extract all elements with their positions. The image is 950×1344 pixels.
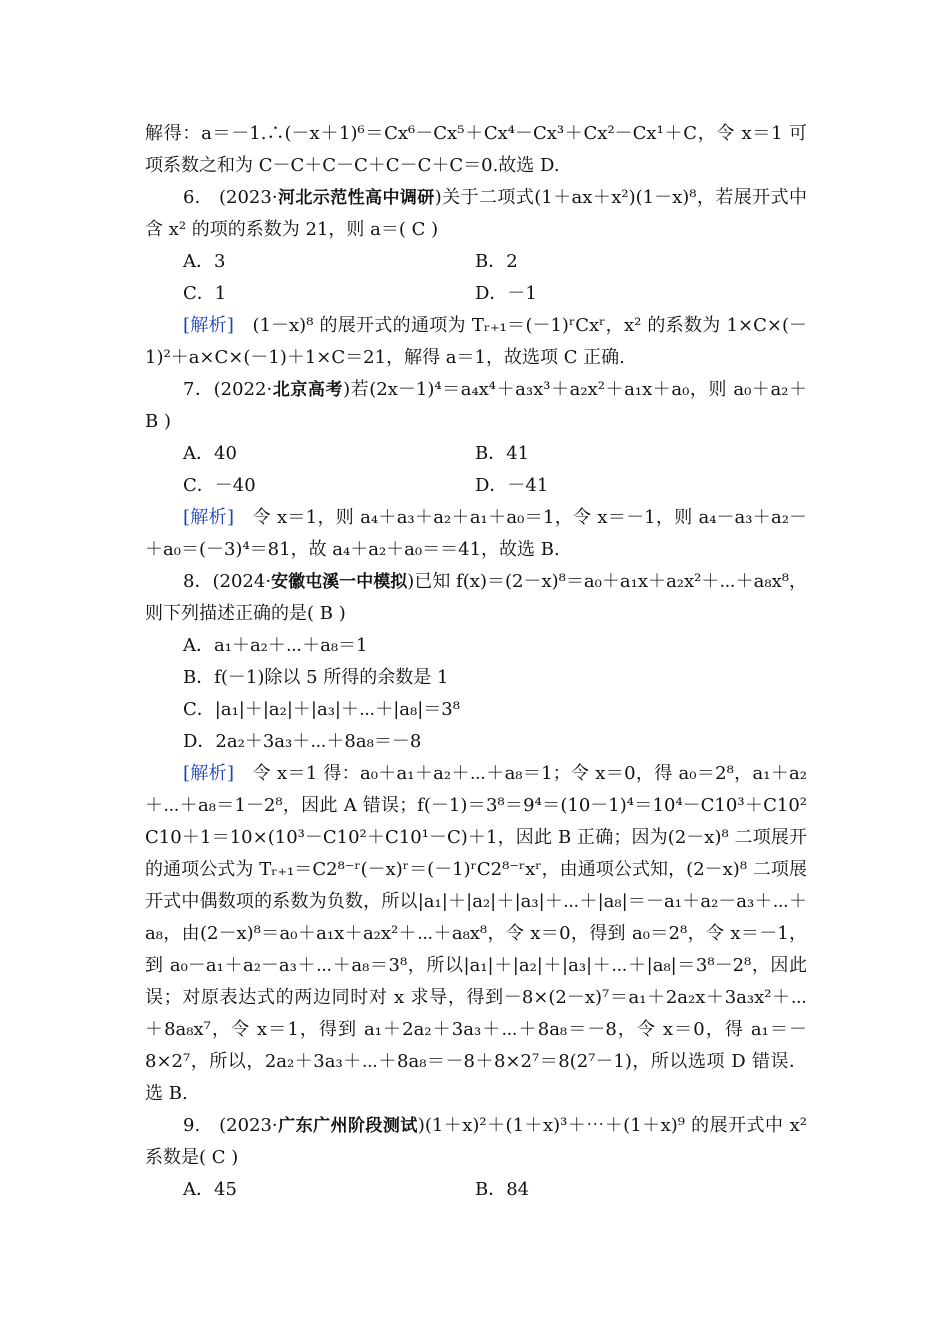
option-row bbox=[145, 470, 807, 502]
analysis-line: 1)²＋a×C×(－1)＋1×C＝21，解得 a＝1，故选项 C 正确. bbox=[145, 347, 625, 368]
option-c: C．|a₁|＋|a₂|＋|a₃|＋⋯＋|a₈|＝3⁸ bbox=[183, 699, 460, 720]
question-9-header: 9. (2023·广东广州阶段测试)(1＋x)²＋(1＋x)³＋⋯＋(1＋x)⁹ 的展开式中 x² bbox=[183, 1115, 807, 1136]
analysis-line: 到 a₀－a₁＋a₂－a₃＋⋯＋a₈＝3⁸，所以|a₁|＋|a₂|＋|a₃|＋⋯＋|a₈|＝3⁸－2⁸，因此 bbox=[145, 955, 807, 976]
option-a: A．40 bbox=[183, 443, 237, 464]
analysis-line: C10＋1＝10×(10³－C10²＋C10¹－C)＋1，因此 B 正确；因为(2－x)⁸ 二项展开 bbox=[145, 827, 807, 848]
analysis-6: [解析] (1－x)⁸ 的展开式的通项为 Tᵣ₊₁＝(－1)ʳCxʳ，x² 的系数为 1×C×(－ bbox=[183, 315, 807, 336]
question-6-header: 6. (2023·河北示范性高中调研)关于二项式(1＋ax＋x²)(1－x)⁸，若展开式中 bbox=[183, 187, 807, 208]
document-page bbox=[145, 118, 807, 1206]
analysis-7: [解析] 令 x＝1，则 a₄＋a₃＋a₂＋a₁＋a₀＝1，令 x＝－1，则 a₄－a₃＋a₂－ bbox=[183, 507, 807, 528]
option-c: C．－40 bbox=[183, 475, 256, 496]
question-source: 河北示范性高中调研 bbox=[277, 188, 435, 208]
question-7-header: 7．(2022·北京高考)若(2x－1)⁴＝a₄x⁴＋a₃x³＋a₂x²＋a₁x＋a₀，则 a₀＋a₂＋ bbox=[183, 379, 807, 400]
analysis-line: ＋a₀＝(－3)⁴＝81，故 a₄＋a₂＋a₀＝＝41，故选 B. bbox=[145, 539, 560, 560]
option-row bbox=[145, 438, 807, 470]
analysis-line: 的通项公式为 Tᵣ₊₁＝C2⁸⁻ʳ(－x)ʳ＝(－1)ʳC2⁸⁻ʳxʳ，由通项公式知，(2－x)⁸ 二项展 bbox=[145, 859, 807, 880]
option-d: D．－41 bbox=[475, 475, 549, 496]
question-6-line: 含 x² 的项的系数为 21，则 a＝( C ) bbox=[145, 219, 439, 240]
option-row bbox=[145, 1174, 807, 1206]
question-source: 北京高考 bbox=[272, 380, 344, 400]
option-a: A．a₁＋a₂＋⋯＋a₈＝1 bbox=[183, 635, 368, 656]
option-b: B．41 bbox=[475, 443, 530, 464]
analysis-line: 选 B. bbox=[145, 1083, 188, 1104]
option-d: D．－1 bbox=[475, 283, 537, 304]
option-b: B．2 bbox=[475, 251, 518, 272]
option-c: C．1 bbox=[183, 283, 227, 304]
analysis-tag: [解析] bbox=[183, 763, 235, 784]
option-b: B．f(－1)除以 5 所得的余数是 1 bbox=[183, 667, 449, 688]
analysis-line: ＋⋯＋a₈＝1－2⁸，因此 A 错误；f(－1)＝3⁸＝9⁴＝(10－1)⁴＝10⁴－C10³＋C10² bbox=[145, 795, 807, 816]
option-a: A．45 bbox=[183, 1179, 237, 1200]
question-source: 安徽屯溪一中模拟 bbox=[271, 572, 408, 592]
analysis-line: 误；对原表达式的两边同时对 x 求导，得到－8×(2－x)⁷＝a₁＋2a₂x＋3a₃x²＋⋯ bbox=[145, 987, 807, 1008]
text-line: 解得：a＝－1.∴(－x＋1)⁶＝Cx⁶－Cx⁵＋Cx⁴－Cx³＋Cx²－Cx¹＋C，令 x＝1 可 bbox=[145, 123, 807, 144]
analysis-line: a₈，由(2－x)⁸＝a₀＋a₁x＋a₂x²＋⋯＋a₈x⁸，令 x＝0，得到 a₀＝2⁸，令 x＝－1， bbox=[145, 923, 807, 944]
option-d: D．2a₂＋3a₃＋⋯＋8a₈＝－8 bbox=[183, 731, 422, 752]
question-8-header: 8．(2024·安徽屯溪一中模拟)已知 f(x)＝(2－x)⁸＝a₀＋a₁x＋a₂x²＋⋯＋a₈x⁸， bbox=[183, 571, 807, 592]
analysis-tag: [解析] bbox=[183, 315, 234, 336]
analysis-line: 开式中偶数项的系数为负数，所以|a₁|＋|a₂|＋|a₃|＋⋯＋|a₈|＝－a₁＋a₂－a₃＋⋯＋ bbox=[145, 891, 807, 912]
text-line: 项系数之和为 C－C＋C－C＋C－C＋C＝0.故选 D. bbox=[145, 155, 560, 176]
question-7-line: B ) bbox=[145, 411, 171, 432]
analysis-line: 8×2⁷，所以，2a₂＋3a₃＋⋯＋8a₈＝－8＋8×2⁷＝8(2⁷－1)，所以选项 D 错误． bbox=[145, 1051, 807, 1072]
analysis-8: [解析] 令 x＝1 得：a₀＋a₁＋a₂＋⋯＋a₈＝1；令 x＝0，得 a₀＝2⁸，a₁＋a₂ bbox=[183, 763, 807, 784]
analysis-tag: [解析] bbox=[183, 507, 234, 528]
option-row bbox=[145, 278, 807, 310]
option-b: B．84 bbox=[475, 1179, 530, 1200]
analysis-line: ＋8a₈x⁷，令 x＝1，得到 a₁＋2a₂＋3a₃＋⋯＋8a₈＝－8，令 x＝0，得 a₁＝－ bbox=[145, 1019, 807, 1040]
option-a: A．3 bbox=[183, 251, 226, 272]
question-8-line: 则下列描述正确的是( B ) bbox=[145, 603, 346, 624]
question-source: 广东广州阶段测试 bbox=[277, 1116, 418, 1136]
option-row bbox=[145, 246, 807, 278]
question-9-line: 系数是( C ) bbox=[145, 1147, 239, 1168]
